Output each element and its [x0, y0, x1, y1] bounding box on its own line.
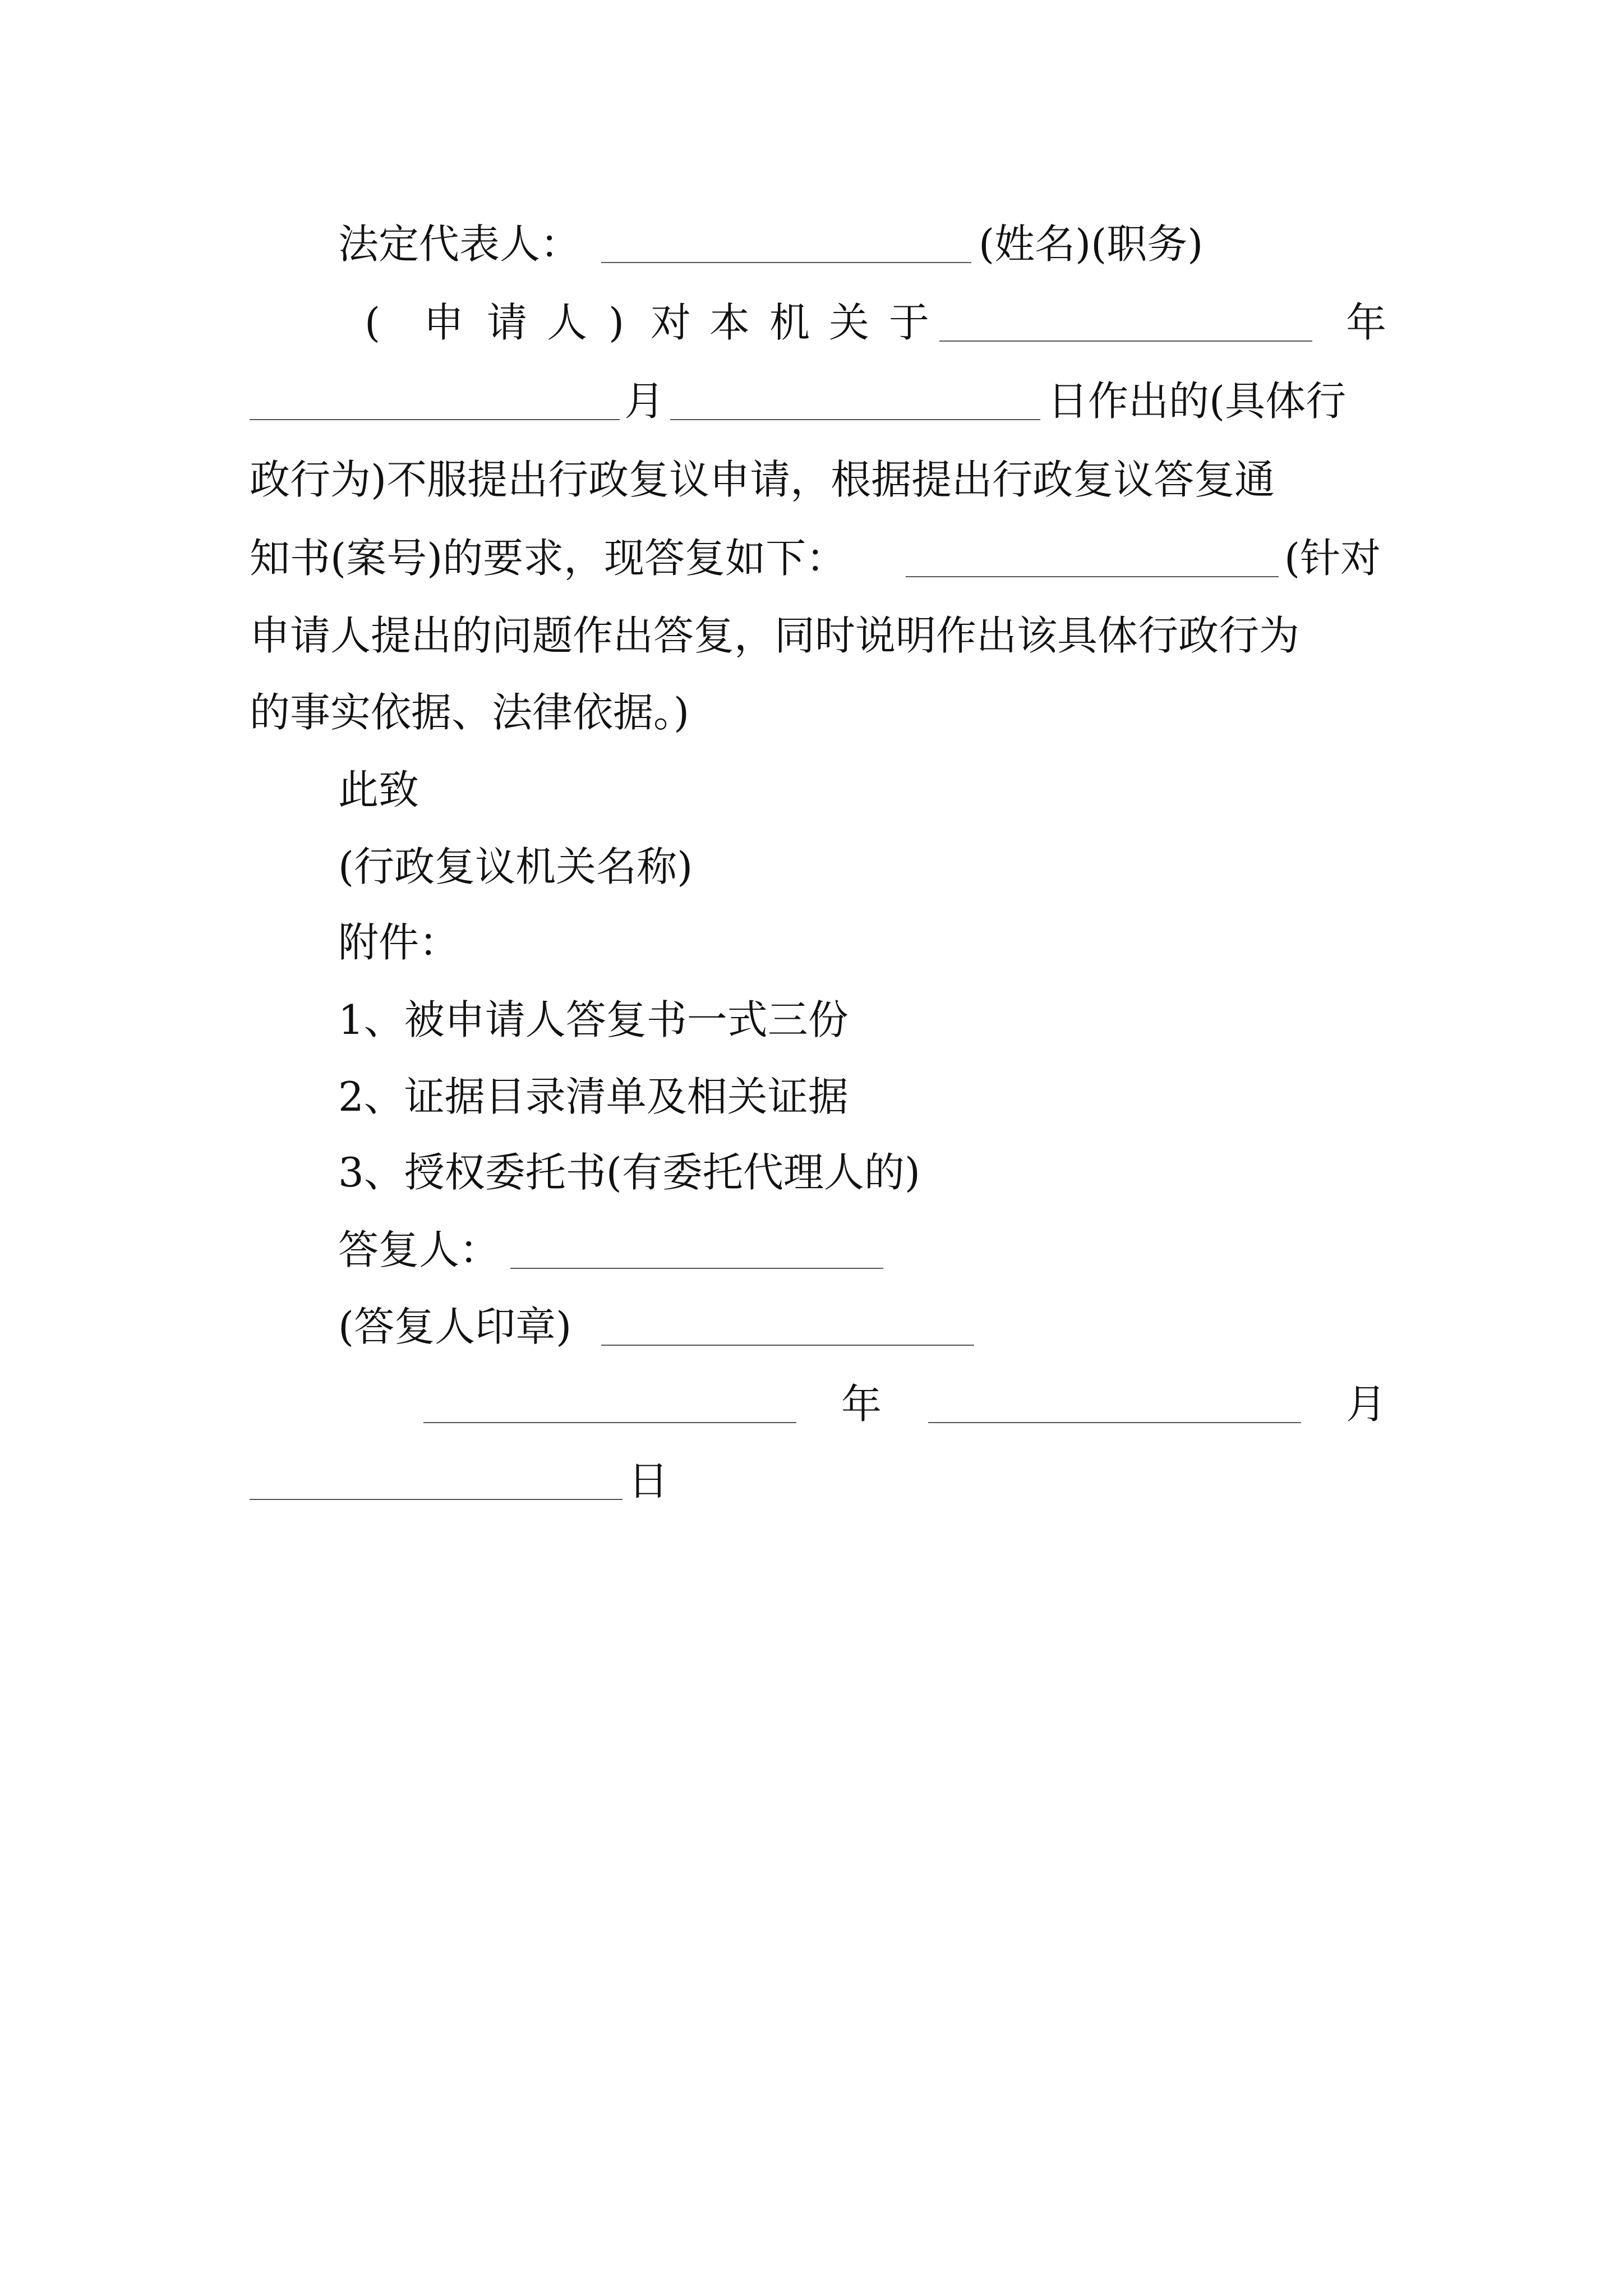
para1-line5-text: 申请人提出的问题作出答复，同时说明作出该具体行政行为 [250, 612, 1300, 659]
attachments-label: 附件： [338, 919, 460, 966]
spaced-char: 本 [709, 299, 750, 346]
legal-representative-label: 法定代表人： [338, 220, 581, 268]
spaced-char: 人 [547, 299, 588, 346]
salutation-line [0, 762, 1623, 818]
reply-blank [906, 576, 1279, 577]
para1-line4-head: 知书(案号)的要求，现答复如下： [250, 535, 847, 582]
spaced-char: 关 [829, 299, 870, 346]
attachment-item-text: 2、证据目录清单及相关证据 [338, 1073, 849, 1120]
legal-representative-blank [601, 262, 971, 263]
para1-line3-text: 政行为)不服提出行政复议申请，根据提出行政复议答复通 [250, 456, 1275, 503]
date-line-2 [0, 1453, 1623, 1509]
recipient: (行政复议机关名称) [338, 843, 693, 890]
date-year-blank [423, 1422, 796, 1423]
spaced-char: 机 [769, 299, 810, 346]
spaced-char: ( [365, 299, 381, 346]
seal-blank [601, 1345, 974, 1346]
date-day-blank [250, 1499, 623, 1500]
date-year-label: 年 [841, 1381, 882, 1428]
date-line-1 [0, 1376, 1623, 1432]
date-day-label: 日 [628, 1457, 669, 1504]
attachment-item-text: 3、授权委托书(有委托代理人的) [338, 1149, 920, 1196]
attachments-label-line [0, 914, 1623, 970]
legal-representative-suffix: (姓名)(职务) [979, 220, 1204, 268]
spaced-char: 对 [651, 299, 691, 346]
respondent-line [0, 1222, 1623, 1278]
attachment-item [0, 1069, 1623, 1125]
para1-line2-tail: 日作出的(具体行 [1048, 378, 1347, 425]
month-blank [250, 419, 620, 420]
year-label: 年 [1346, 299, 1387, 346]
respondent-label: 答复人： [338, 1226, 500, 1273]
seal-label: (答复人印章) [338, 1303, 572, 1350]
day-blank [670, 419, 1040, 420]
legal-representative-line [0, 216, 1623, 272]
spaced-char: 申 [423, 299, 464, 346]
salutation: 此致 [338, 766, 419, 813]
attachment-item [0, 992, 1623, 1048]
para1-line5 [0, 608, 1623, 664]
attachment-item-text: 1、被申请人答复书一式三份 [338, 996, 849, 1043]
recipient-line [0, 839, 1623, 895]
date-month-blank [928, 1422, 1301, 1423]
para1-line3 [0, 452, 1623, 508]
date-month-label: 月 [1346, 1381, 1387, 1428]
spaced-char: 请 [487, 299, 528, 346]
para1-line4-tail: (针对 [1284, 535, 1381, 582]
respondent-blank [510, 1268, 883, 1269]
para1-line6-text: 的事实依据、法律依据。) [250, 689, 690, 736]
attachment-item [0, 1144, 1623, 1200]
year-blank [939, 341, 1312, 342]
para1-line6 [0, 684, 1623, 740]
para1-line2 [0, 373, 1623, 429]
spaced-char: ) [608, 299, 625, 346]
spaced-char: 于 [889, 299, 930, 346]
month-label: 月 [624, 378, 665, 425]
seal-line [0, 1299, 1623, 1355]
para1-line4 [0, 530, 1623, 586]
para1-line1 [0, 295, 1623, 351]
